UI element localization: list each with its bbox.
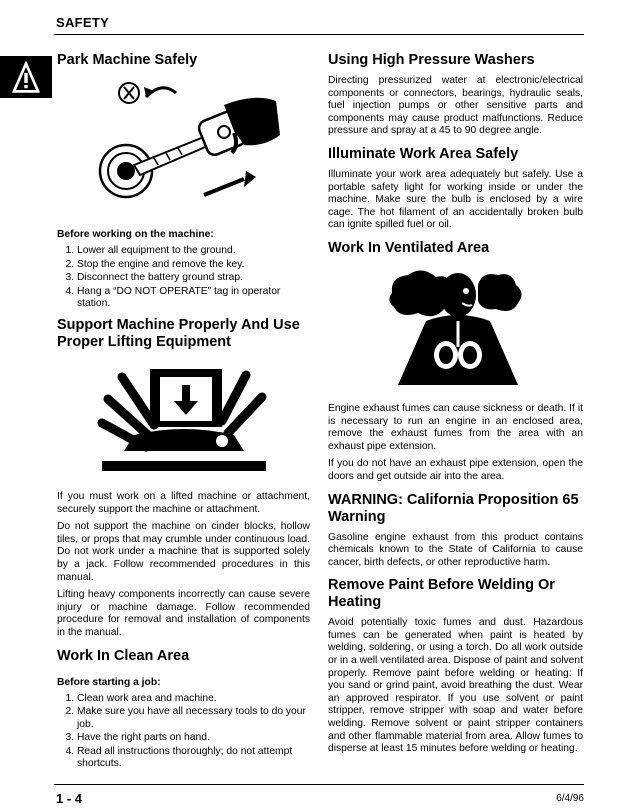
- section-header: SAFETY: [56, 15, 110, 30]
- california-body: Gasoline engine exhaust from this product contains chemicals known to the State of California to cause cancer, birth defects, or other reproductive harm.: [328, 531, 583, 568]
- support-para-1: If you must work on a lifted machine or attachment, securely support the machine or attachment.: [57, 490, 310, 515]
- list-item: 4. Read all instructions thoroughly; do not attempt shortcuts.: [77, 746, 310, 771]
- bottom-rule: [54, 784, 584, 785]
- safety-side-tab: [0, 56, 52, 98]
- left-column: [57, 52, 310, 777]
- ventilated-title: Work In Ventilated Area: [328, 239, 490, 256]
- list-item: 1. Lower all equipment to the ground.: [77, 245, 310, 258]
- support-para-3: Lifting heavy components incorrectly can cause severe injury or machine damage. Follow recommended procedure for removal and installation of components in the manual.: [57, 589, 310, 638]
- clean-lead: Before starting a job:: [57, 676, 161, 688]
- list-item: 2. Make sure you have all necessary tools to do your job.: [77, 706, 310, 731]
- paint-body: Avoid potentially toxic fumes and dust. Hazardous fumes can be generated when paint is heated by welding, soldering, or using a torch. Do all work outside or in a well ventilated area. Dispose of paint and solvent properly. Remove paint before welding or heating: If you sand or grind paint, avoid breathing the dust. Wear an approved respirator. If you use solvent or paint stripper, remove stripper with soap and water before welding. Remove solvent or paint stripper containers and other flammable material from area. Allow fumes to disperse at least 15 minutes before welding or heating.: [328, 617, 583, 755]
- washers-title: Using High Pressure Washers: [328, 52, 535, 68]
- list-item: 1. Clean work area and machine.: [77, 693, 310, 706]
- clean-title: Work In Clean Area: [57, 647, 190, 664]
- support-title: Support Machine Properly And Use Proper Lifting Equipment: [57, 316, 300, 350]
- list-item: 3. Have the right parts on hand.: [77, 732, 310, 745]
- park-lead: Before working on the machine:: [57, 229, 214, 240]
- right-column: [328, 52, 583, 761]
- california-title: WARNING: California Proposition 65 Warning: [328, 491, 579, 525]
- list-item: 4. Hang a “DO NOT OPERATE” tag in operator station.: [77, 286, 310, 311]
- page-number: 1 - 4: [56, 791, 83, 806]
- paint-title: Remove Paint Before Welding Or Heating: [328, 577, 555, 611]
- ventilated-para-2: If you do not have an exhaust pipe extension, open the doors and get outside air into the area.: [328, 458, 583, 482]
- ignition-key-icon: [84, 75, 284, 215]
- warning-triangle-icon: [11, 59, 41, 95]
- park-steps: [57, 245, 310, 311]
- illuminate-title: Illuminate Work Area Safely: [328, 145, 519, 162]
- clean-steps: [57, 693, 310, 772]
- support-para-2: Do not support the machine on cinder blocks, hollow tiles, or props that may crumble under continuous load. Do not work under a machine that is supported solely by a jack. Follow recommended procedures in this manual.: [57, 521, 310, 583]
- park-title: Park Machine Safely: [57, 52, 198, 68]
- crushing-hazard-icon: [94, 361, 274, 479]
- top-rule: [54, 34, 584, 35]
- illuminate-body: Illuminate your work area adequately but safely. Use a portable safety light for working inside or under the machine. Make sure the bulb is enclosed by a wire cage. The hot filament of an accidentally broken bulb can ignite spilled fuel or oil.: [328, 168, 583, 231]
- washers-body: Directing pressurized water at electronic/electrical components or connectors, bearings, hydraulic seals, fuel injection pumps or other sensitive parts and components may cause product malfunctions. Reduce pressure and spray at a 45 to 90 degree angle.: [328, 75, 583, 137]
- revision-date: 6/4/96: [556, 793, 584, 804]
- list-item: 2. Stop the engine and remove the key.: [77, 259, 310, 272]
- exhaust-fumes-icon: [386, 263, 526, 389]
- list-item: 3. Disconnect the battery ground strap.: [77, 272, 310, 285]
- ventilated-para-1: Engine exhaust fumes can cause sickness or death. If it is necessary to run an engine in an enclosed area, remove the exhaust fumes from the area with an exhaust pipe extension.: [328, 402, 583, 452]
